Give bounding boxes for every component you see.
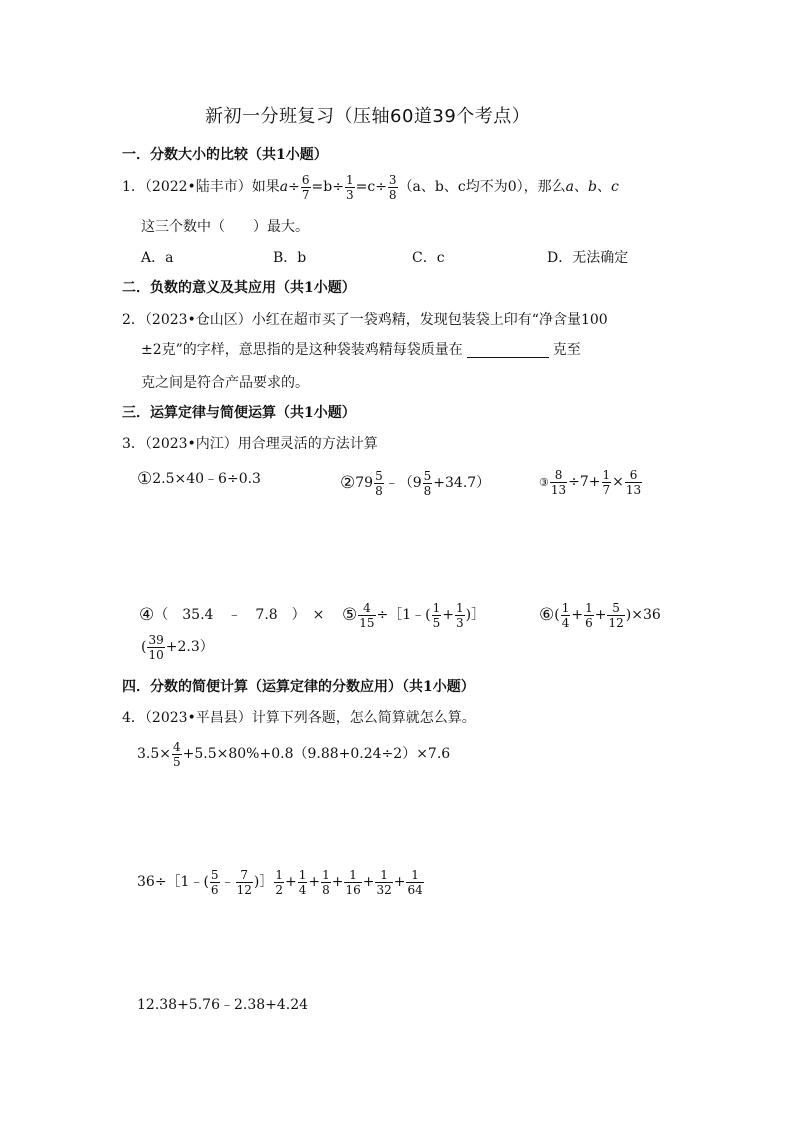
mixed-integer: 79 [355, 475, 374, 491]
fraction: $\frac{1}{2}$ [275, 867, 283, 897]
expr-text: + [331, 874, 344, 890]
q2-text: 克至 [552, 342, 581, 358]
expr-text: +2.3） [165, 639, 214, 655]
expr-text: )］ [253, 874, 274, 890]
option-a: A．a [141, 250, 174, 266]
question-1-line-2: 这三个数中（ ）最大。 [141, 219, 309, 235]
circled-3: ③ [539, 475, 549, 489]
fraction: $\frac{3}{8}$ [388, 172, 397, 202]
eq-sign: = [355, 179, 368, 195]
var-c: c [367, 179, 376, 195]
expr-text: + [308, 874, 321, 890]
expr-4-2 [137, 866, 425, 898]
fraction: $\frac{6}{7}$ [301, 172, 310, 202]
fraction: $\frac{5}{12}$ [608, 600, 624, 630]
section-heading-1: 一．分数大小的比较（共1小题） [122, 147, 328, 163]
fraction: $\frac{1}{64}$ [407, 867, 423, 897]
expr-text: )×36 [625, 607, 661, 623]
expr-3-4 [139, 600, 324, 630]
expr-3-5 [342, 600, 485, 630]
expr-text: 36÷［1﹣( [137, 874, 209, 890]
var-b: b [323, 179, 333, 195]
var-a: a [279, 179, 289, 195]
fraction: $\frac{1}{4}$ [298, 867, 307, 897]
section-heading-2: 二．负数的意义及其应用（共1小题） [122, 280, 356, 296]
eq-sign: = [311, 179, 324, 195]
circled-5: ⑤ [342, 604, 358, 625]
div-sign: ÷ [375, 179, 387, 195]
circled-1: ① [137, 468, 153, 489]
fraction: $\frac{1}{16}$ [345, 867, 361, 897]
fraction: $\frac{1}{4}$ [561, 600, 570, 630]
fraction: $\frac{1}{6}$ [585, 600, 593, 630]
fraction: $\frac{1}{3}$ [456, 600, 464, 630]
fraction: $\frac{1}{32}$ [376, 867, 392, 897]
expr-text: + [442, 607, 455, 623]
expr-text: + [393, 874, 406, 890]
question-3-stem: 3．（2023•内江）用合理灵活的方法计算 [122, 436, 378, 452]
expr-3-1 [137, 468, 261, 490]
fraction: $\frac{1}{7}$ [602, 467, 611, 497]
expr-text: 3.5× [137, 746, 171, 762]
expr-text: ﹣ [220, 874, 235, 890]
var-a: a [565, 179, 574, 195]
page-title: 新初一分班复习（压轴60道39个考点） [205, 106, 531, 127]
expr-text: )］ [465, 607, 486, 623]
expr-text: +34.7） [433, 475, 491, 491]
fraction: $\frac{6}{13}$ [625, 467, 642, 497]
div-sign: ÷ [288, 179, 300, 195]
expr-text: + [571, 607, 584, 623]
circled-6: ⑥ [539, 604, 555, 625]
option-c: C．c [412, 250, 445, 266]
fraction: $\frac{1}{3}$ [345, 172, 354, 202]
div-sign: ÷ [332, 179, 344, 195]
question-1-line-1 [122, 172, 619, 202]
option-d: D．无法确定 [547, 250, 629, 266]
expr-text: + [362, 874, 375, 890]
question-2-line-1: 2．（2023•仓山区）小红在超市买了一袋鸡精，发现包装袋上印有“净含量100 [122, 312, 608, 328]
var-c: c [610, 179, 619, 195]
section-heading-4: 四．分数的简便计算（运算定律的分数应用）（共1小题） [122, 679, 475, 695]
expr-3-3 [539, 466, 643, 498]
question-2-line-2 [141, 340, 581, 360]
comma: 、 [573, 179, 588, 195]
var-b: b [587, 179, 597, 195]
question-4-stem: 4．（2023•平昌县）计算下列各题，怎么简算就怎么算。 [122, 710, 476, 726]
expr-3-4-continued [141, 632, 214, 662]
expr-text: （ 35.4 ﹣ 7.8 ） × [154, 607, 325, 623]
fraction: $\frac{4}{5}$ [173, 739, 181, 769]
comma: 、 [596, 179, 611, 195]
expr-text: ÷7+ [568, 474, 601, 490]
option-b: B．b [273, 250, 307, 266]
expr-4-4: 12.38+5.76﹣2.38+4.24 [137, 997, 309, 1013]
answer-blank[interactable] [467, 343, 549, 358]
expr-text: +5.5×80%+0.8（9.88+0.24÷2）×7.6 [182, 746, 451, 762]
circled-2: ② [340, 472, 356, 493]
expr-text: 2.5×40﹣6÷0.3 [152, 471, 261, 487]
q1-prefix: 1．（2022•陆丰市）如果 [122, 179, 280, 195]
expr-3-2 [340, 468, 490, 498]
expr-4-1 [137, 738, 450, 770]
expr-text: + [284, 874, 297, 890]
question-2-line-3: 克之间是符合产品要求的。 [141, 375, 309, 391]
circled-4: ④ [139, 604, 155, 625]
fraction: $\frac{5}{8}$ [375, 468, 383, 498]
fraction: $\frac{5}{6}$ [210, 867, 219, 897]
fraction: $\frac{7}{12}$ [236, 867, 252, 897]
q1-condition: （a、b、c均不为0），那么 [398, 179, 566, 195]
fraction: $\frac{5}{8}$ [423, 468, 432, 498]
expr-text: ÷［1﹣( [376, 607, 431, 623]
fraction: $\frac{1}{8}$ [322, 867, 330, 897]
expr-text: × [612, 474, 624, 490]
expr-3-6 [539, 600, 661, 630]
fraction: $\frac{39}{10}$ [148, 632, 164, 662]
section-heading-3: 三．运算定律与简便运算（共1小题） [122, 405, 356, 421]
q2-text: ±2克”的字样，意思指的是这种袋装鸡精每袋质量在 [141, 342, 463, 358]
expr-text: ﹣（9 [384, 475, 422, 491]
fraction: $\frac{8}{13}$ [550, 467, 567, 497]
expr-text: ( [141, 639, 147, 655]
expr-text: + [594, 607, 607, 623]
fraction: $\frac{1}{5}$ [432, 600, 441, 630]
fraction: $\frac{4}{15}$ [359, 600, 375, 630]
expr-text: ( [554, 607, 560, 623]
